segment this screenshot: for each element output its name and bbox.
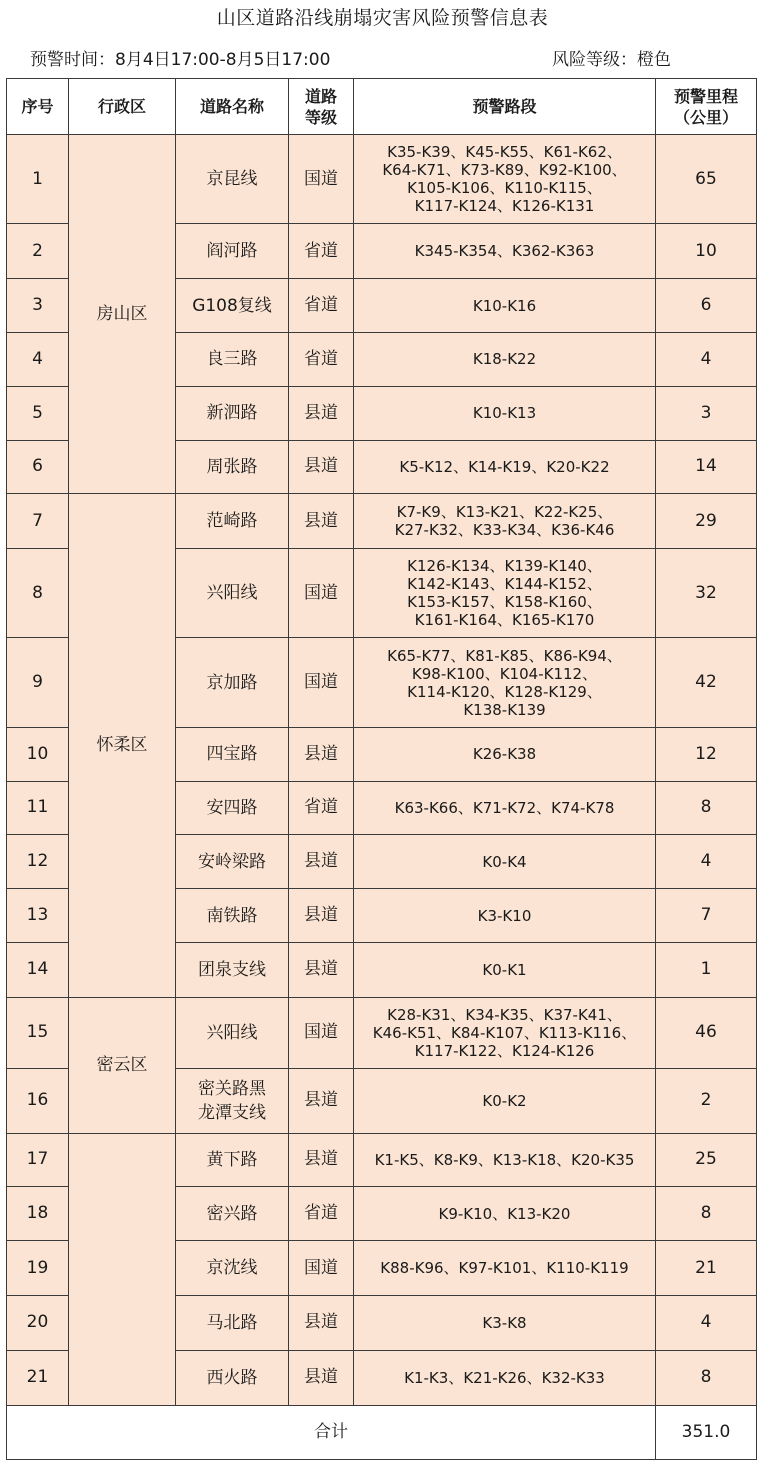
road-grade-cell: 县道 — [289, 440, 354, 493]
road-name-cell: G108复线 — [176, 279, 289, 332]
road-grade-cell: 国道 — [289, 135, 354, 224]
road-name-cell: 团泉支线 — [176, 943, 289, 997]
header-segments: 预警路段 — [354, 79, 656, 135]
seq-cell: 15 — [7, 997, 69, 1068]
mileage-cell: 1 — [656, 943, 757, 997]
mileage-cell: 3 — [656, 386, 757, 440]
segment-line: K10-K16 — [472, 296, 537, 315]
segments-cell — [354, 638, 656, 727]
segments-cell — [354, 781, 656, 834]
segment-line: K117-K124、K126-K131 — [414, 197, 595, 216]
road-grade-cell: 县道 — [289, 1133, 354, 1186]
table-row — [7, 135, 757, 224]
seq-cell: 20 — [7, 1296, 69, 1350]
segment-line: K64-K71、K73-K89、K92-K100、 — [382, 161, 627, 180]
segments-cell — [354, 727, 656, 781]
segment-line: K0-K4 — [482, 852, 527, 871]
risk-level: 风险等级：橙色 — [552, 50, 671, 70]
segments-cell — [354, 835, 656, 889]
road-grade-cell: 县道 — [289, 835, 354, 889]
segment-line: K27-K32、K33-K34、K36-K46 — [394, 521, 615, 540]
mileage-cell: 4 — [656, 835, 757, 889]
segment-line: K88-K96、K97-K101、K110-K119 — [380, 1259, 629, 1278]
road-grade-cell: 省道 — [289, 224, 354, 279]
segment-line: K3-K10 — [477, 906, 532, 925]
mileage-cell: 4 — [656, 332, 757, 386]
road-name-line: 密关路黑 — [198, 1078, 266, 1099]
total-row — [7, 1405, 757, 1459]
road-name-line: 龙潭支线 — [198, 1102, 266, 1123]
segment-line: K161-K164、K165-K170 — [414, 611, 595, 630]
header-mileage-line2: （公里） — [673, 107, 738, 127]
road-name-cell: 安岭梁路 — [176, 835, 289, 889]
segments-cell — [354, 440, 656, 493]
segments-cell — [354, 1241, 656, 1296]
road-name-cell: 阎河路 — [176, 224, 289, 279]
segment-line: K46-K51、K84-K107、K113-K116、 — [372, 1023, 637, 1042]
header-mileage-line1: 预警里程 — [673, 86, 738, 106]
district-cell: 密云区 — [69, 997, 176, 1133]
segments-cell — [354, 997, 656, 1068]
mileage-cell: 8 — [656, 1187, 757, 1241]
road-grade-cell: 省道 — [289, 781, 354, 834]
segments-cell — [354, 889, 656, 943]
road-name-cell: 兴阳线 — [176, 997, 289, 1068]
road-grade-cell: 省道 — [289, 1187, 354, 1241]
segment-line: K0-K1 — [482, 960, 527, 979]
header-district: 行政区 — [69, 79, 176, 135]
road-grade-cell: 县道 — [289, 1350, 354, 1405]
road-name-cell: 安四路 — [176, 781, 289, 834]
segments-cell — [354, 943, 656, 997]
road-name-cell: 京加路 — [176, 638, 289, 727]
seq-cell: 10 — [7, 727, 69, 781]
segments-cell — [354, 224, 656, 279]
total-label: 合计 — [7, 1405, 656, 1459]
seq-cell: 1 — [7, 135, 69, 224]
mileage-cell: 32 — [656, 549, 757, 638]
header-grade-line1: 道路 — [304, 86, 337, 106]
segment-line: K153-K157、K158-K160、 — [407, 593, 602, 612]
seq-cell: 8 — [7, 549, 69, 638]
segment-line: K345-K354、K362-K363 — [414, 242, 595, 261]
mileage-cell: 25 — [656, 1133, 757, 1186]
segment-line: K35-K39、K45-K55、K61-K62、 — [387, 143, 622, 162]
road-grade-cell: 县道 — [289, 943, 354, 997]
table-body — [7, 135, 757, 1460]
segment-line: K9-K10、K13-K20 — [438, 1204, 571, 1223]
road-name-cell: 黄下路 — [176, 1133, 289, 1186]
segment-line: K1-K5、K8-K9、K13-K18、K20-K35 — [374, 1150, 635, 1169]
seq-cell: 4 — [7, 332, 69, 386]
mileage-cell: 42 — [656, 638, 757, 727]
road-name-cell: 京昆线 — [176, 135, 289, 224]
seq-cell: 11 — [7, 781, 69, 834]
road-name-cell — [176, 1068, 289, 1133]
segments-cell — [354, 549, 656, 638]
seq-cell: 13 — [7, 889, 69, 943]
segments-cell — [354, 135, 656, 224]
page-title: 山区道路沿线崩塌灾害风险预警信息表 — [216, 7, 549, 29]
district-cell: 房山区 — [69, 135, 176, 494]
road-grade-cell: 县道 — [289, 1068, 354, 1133]
seq-cell: 16 — [7, 1068, 69, 1133]
segment-line: K3-K8 — [482, 1313, 527, 1332]
header-grade-line2: 等级 — [304, 107, 337, 127]
table-row — [7, 494, 757, 549]
mileage-cell: 65 — [656, 135, 757, 224]
road-grade-cell: 县道 — [289, 494, 354, 549]
seq-cell: 6 — [7, 440, 69, 493]
road-name-cell: 西火路 — [176, 1350, 289, 1405]
road-name-cell: 密兴路 — [176, 1187, 289, 1241]
header-seq: 序号 — [7, 79, 69, 135]
mileage-cell: 46 — [656, 997, 757, 1068]
segments-cell — [354, 1133, 656, 1186]
seq-cell: 17 — [7, 1133, 69, 1186]
header-grade — [289, 79, 354, 135]
segment-line: K63-K66、K71-K72、K74-K78 — [394, 798, 615, 817]
road-grade-cell: 国道 — [289, 549, 354, 638]
segment-line: K117-K122、K124-K126 — [414, 1041, 595, 1060]
segment-line: K26-K38 — [472, 745, 537, 764]
road-name-cell: 周张路 — [176, 440, 289, 493]
seq-cell: 3 — [7, 279, 69, 332]
segments-cell — [354, 1296, 656, 1350]
segment-line: K28-K31、K34-K35、K37-K41、 — [387, 1005, 622, 1024]
road-grade-cell: 县道 — [289, 386, 354, 440]
segments-cell — [354, 332, 656, 386]
road-grade-cell: 县道 — [289, 889, 354, 943]
road-name-cell: 马北路 — [176, 1296, 289, 1350]
road-name-cell: 良三路 — [176, 332, 289, 386]
segment-line: K142-K143、K144-K152、 — [407, 575, 602, 594]
mileage-cell: 8 — [656, 781, 757, 834]
district-cell: 怀柔区 — [69, 494, 176, 997]
mileage-cell: 10 — [656, 224, 757, 279]
segment-line: K126-K134、K139-K140、 — [407, 557, 602, 576]
road-grade-cell: 县道 — [289, 727, 354, 781]
road-grade-cell: 国道 — [289, 638, 354, 727]
seq-cell: 21 — [7, 1350, 69, 1405]
segments-cell — [354, 386, 656, 440]
mileage-cell: 14 — [656, 440, 757, 493]
segment-line: K10-K13 — [472, 404, 537, 423]
mileage-cell: 7 — [656, 889, 757, 943]
segment-line: K105-K106、K110-K115、 — [407, 179, 602, 198]
road-name-cell: 南铁路 — [176, 889, 289, 943]
road-name-cell: 兴阳线 — [176, 549, 289, 638]
seq-cell: 2 — [7, 224, 69, 279]
road-name-cell: 四宝路 — [176, 727, 289, 781]
header-row — [7, 79, 757, 135]
segment-line: K114-K120、K128-K129、 — [407, 682, 602, 701]
seq-cell: 7 — [7, 494, 69, 549]
header-road-name: 道路名称 — [176, 79, 289, 135]
road-name-cell: 京沈线 — [176, 1241, 289, 1296]
warning-table — [6, 78, 757, 1460]
seq-cell: 5 — [7, 386, 69, 440]
mileage-cell: 2 — [656, 1068, 757, 1133]
mileage-cell: 29 — [656, 494, 757, 549]
segments-cell — [354, 1068, 656, 1133]
segments-cell — [354, 494, 656, 549]
road-name-cell: 范崎路 — [176, 494, 289, 549]
road-grade-cell: 县道 — [289, 1296, 354, 1350]
road-grade-cell: 省道 — [289, 332, 354, 386]
segments-cell — [354, 1350, 656, 1405]
seq-cell: 19 — [7, 1241, 69, 1296]
road-grade-cell: 国道 — [289, 1241, 354, 1296]
warning-time: 预警时间：8月4日17:00-8月5日17:00 — [30, 50, 331, 70]
segments-cell — [354, 1187, 656, 1241]
seq-cell: 18 — [7, 1187, 69, 1241]
segment-line: K5-K12、K14-K19、K20-K22 — [399, 457, 610, 476]
mileage-cell: 6 — [656, 279, 757, 332]
road-grade-cell: 省道 — [289, 279, 354, 332]
segments-cell — [354, 279, 656, 332]
road-grade-cell: 国道 — [289, 997, 354, 1068]
seq-cell: 9 — [7, 638, 69, 727]
segment-line: K7-K9、K13-K21、K22-K25、 — [396, 503, 613, 522]
mileage-cell: 12 — [656, 727, 757, 781]
table-row — [7, 1133, 757, 1186]
segment-line: K98-K100、K104-K112、 — [411, 664, 598, 683]
segment-line: K1-K3、K21-K26、K32-K33 — [404, 1368, 605, 1387]
total-value: 351.0 — [656, 1405, 757, 1459]
road-name-cell: 新泗路 — [176, 386, 289, 440]
segment-line: K0-K2 — [482, 1091, 527, 1110]
mileage-cell: 4 — [656, 1296, 757, 1350]
segment-line: K138-K139 — [463, 700, 546, 719]
segment-line: K65-K77、K81-K85、K86-K94、 — [387, 646, 622, 665]
seq-cell: 14 — [7, 943, 69, 997]
segment-line: K18-K22 — [472, 350, 537, 369]
mileage-cell: 21 — [656, 1241, 757, 1296]
header-mileage — [656, 79, 757, 135]
seq-cell: 12 — [7, 835, 69, 889]
district-cell — [69, 1133, 176, 1405]
table-row — [7, 997, 757, 1068]
mileage-cell: 8 — [656, 1350, 757, 1405]
